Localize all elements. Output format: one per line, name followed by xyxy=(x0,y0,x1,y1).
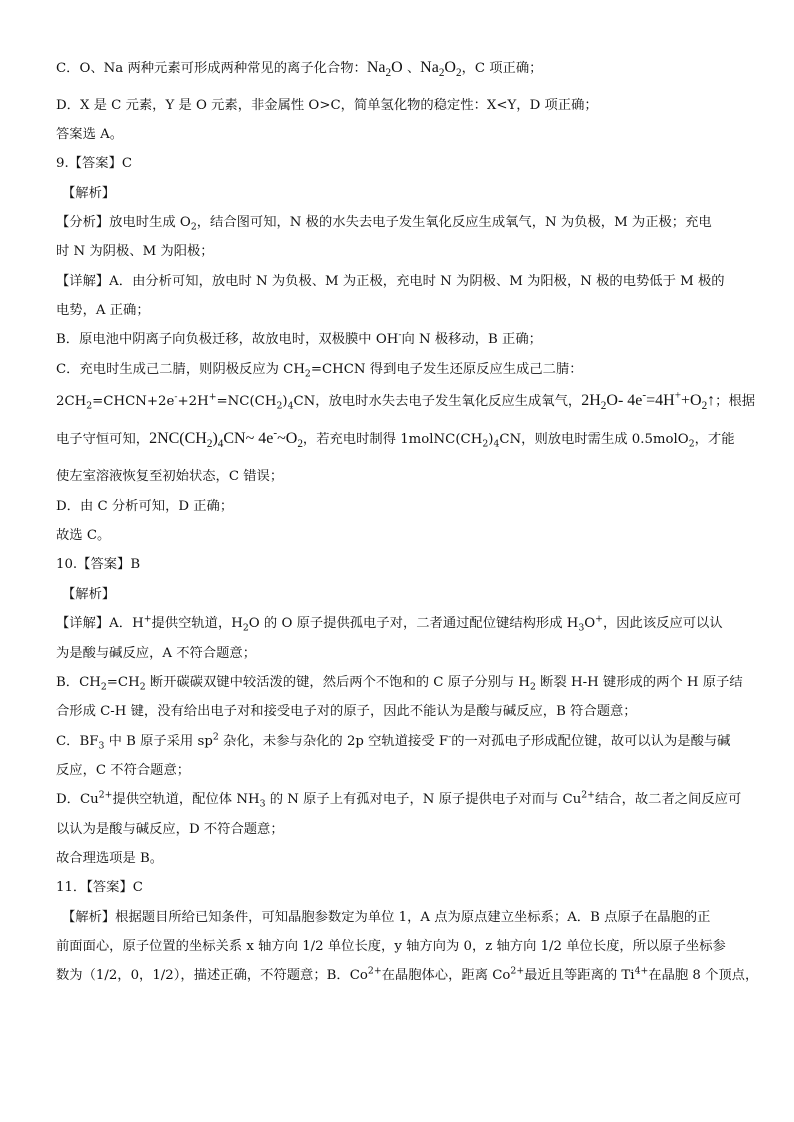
text-line-16: 故选 C。 xyxy=(56,528,111,543)
text-line-2: D．X 是 C 元素，Y 是 O 元素，非金属性 O>C，简单氢化物的稳定性：X<Y，D 项正确； xyxy=(56,98,598,113)
text-line-28: 11．【答案】C xyxy=(56,880,143,895)
text-line-30: 前面面心，原子位置的坐标关系 x 轴方向 1/2 单位长度，y 轴方向为 0，z 轴方向 1/2 单位长度，所以原子坐标参 xyxy=(56,939,726,954)
text-line-25: D．$Cu^{2+}$提供空轨道，配位体 $NH_3$ 的 N 原子上有孤对电子，N 原子提供电子对而与 $Cu^{2+}$结合，故二者之间反应可 xyxy=(56,789,742,810)
text-line-10: B．原电池中阴离子向负极迁移，故放电时，双极膜中 OH-向 N 极移动，B 正确； xyxy=(56,329,542,347)
text-line-31: 数为（1/2，0，1/2），描述正确，不符题意；B．$Co^{2+}$在晶胞体心，距离 $Co^{2+}$最近且等距离的 $Ti^{4+}$在晶胞 8 个顶点， xyxy=(56,965,759,983)
text-line-14: 使左室溶液恢复至初始状态，C 错误； xyxy=(56,469,284,484)
text-line-18: 【解析】 xyxy=(62,587,116,602)
text-line-3: 答案选 A。 xyxy=(56,127,124,142)
text-line-9: 电势，A 正确； xyxy=(56,303,150,318)
text-line-11: C．充电时生成己二腈，则阴极反应为 $CH_2=CHCN$ 得到电子发生还原反应生成己二腈： xyxy=(56,362,583,380)
text-line-7: 时 N 为阴极、M 为阳极； xyxy=(56,244,214,259)
text-line-22: 合形成 C-H 键，没有给出电子对和接受电子对的原子，因此不能认为是酸与碱反应，B 符合题意； xyxy=(56,704,637,719)
text-line-24: 反应，C 不符合题意； xyxy=(56,763,191,778)
text-line-6: 【分析】放电时生成 $O_2$，结合图可知，N 极的水失去电子发生氧化反应生成氧气，N 为负极，M 为正极；充电 xyxy=(56,215,712,233)
text-line-29: 【解析】根据题目所给已知条件，可知晶胞参数定为单位 1，A 点为原点建立坐标系；A．B 点原子在晶胞的正 xyxy=(62,910,711,925)
text-line-1: C．O、Na 两种元素可形成两种常见的离子化合物：$Na_2O$ 、$Na_2O_2$，C 项正确； xyxy=(56,59,543,80)
text-line-4: 9.【答案】C xyxy=(56,156,133,171)
text-line-15: D．由 C 分析可知，D 正确； xyxy=(56,499,234,514)
text-line-12: $2CH_2=CHCN+2e^-+2H^+=NC(CH_2)_4CN$，放电时水失去电子发生氧化反应生成氧气，$2H_2O-$ $4e^-=4H^++O_2↑$；根据 xyxy=(56,389,756,413)
text-line-5: 【解析】 xyxy=(62,186,116,201)
text-line-13: 电子守恒可知，$2NC(CH_2)_4CN\sim$ $4e^-\sim O_2$，若充电时制得 $1molNC(CH_2)_4CN$，则放电时需生成 0.5molO$_2$，才能 xyxy=(56,427,735,451)
text-line-27: 故合理选项是 B。 xyxy=(56,851,164,866)
text-line-23: C．$BF_3$ 中 B 原子采用 $sp^2$ 杂化，未参与杂化的 2p 空轨道接受 F-的一对孤电子形成配位键，故可以认为是酸与碱 xyxy=(56,731,731,752)
text-line-8: 【详解】A．由分析可知，放电时 N 为负极、M 为正极，充电时 N 为阴极、M 为阳极，N 极的电势低于 M 极的 xyxy=(56,274,725,289)
text-line-19: 【详解】A．H+提供空轨道，$H_2O$ 的 O 原子提供孤电子对，二者通过配位键结构形成 $H_3O^+$，因此该反应可以认 xyxy=(56,613,723,634)
text-line-21: B．$CH_2=CH_2$ 断开碳碳双键中较活泼的键，然后两个不饱和的 C 原子分别与 $H_2$ 断裂 H-H 键形成的两个 H 原子结 xyxy=(56,675,743,693)
text-line-26: 以认为是酸与碱反应，D 不符合题意； xyxy=(56,822,284,837)
text-line-20: 为是酸与碱反应，A 不符合题意； xyxy=(56,646,256,661)
text-line-17: 10.【答案】B xyxy=(56,557,141,572)
